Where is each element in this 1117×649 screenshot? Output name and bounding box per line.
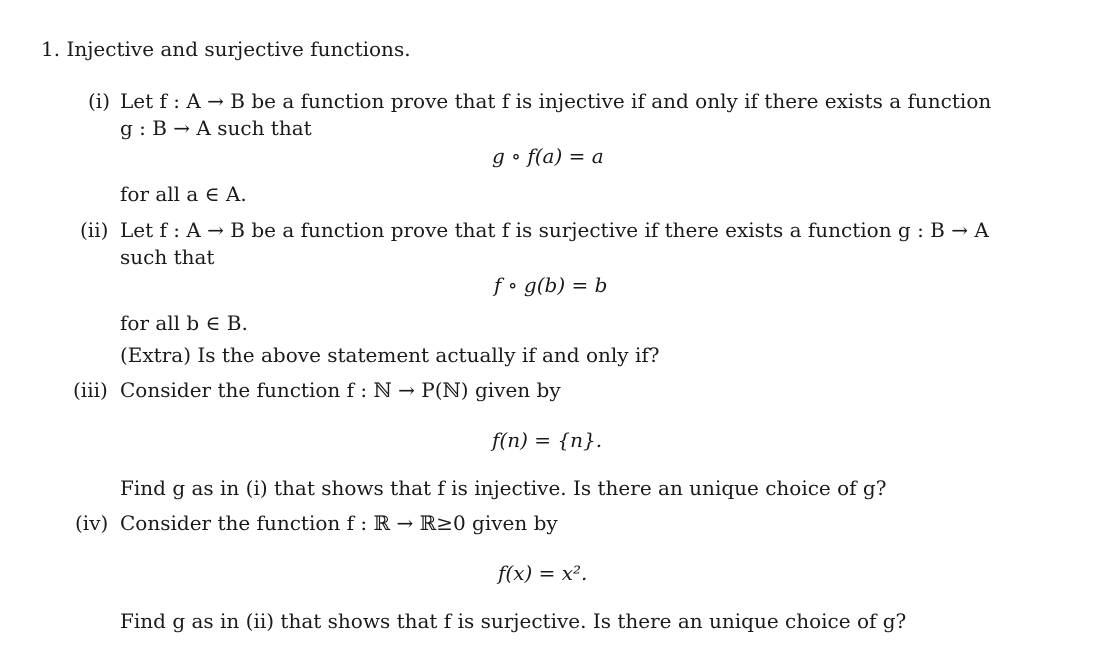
item-ii-extra: (Extra) Is the above statement actually if and only if?	[120, 343, 660, 367]
item-label-i: (i)	[88, 89, 111, 113]
item-i-equation: g ∘ f(a) = a	[492, 144, 604, 168]
item-ii-after: for all b ∈ B.	[120, 311, 248, 335]
item-ii-line-1: Let f : A → B be a function prove that f is surjective if there exists a function g : B → A	[120, 218, 989, 242]
item-label-iii: (iii)	[73, 378, 108, 402]
item-label-ii: (ii)	[80, 218, 109, 242]
problem-heading: 1. Injective and surjective functions.	[41, 37, 411, 61]
item-iii-equation: f(n) = {n}.	[492, 428, 603, 452]
item-ii-equation: f ∘ g(b) = b	[494, 273, 608, 297]
item-iii-line-1: Consider the function f : ℕ → P(ℕ) given by	[120, 378, 561, 402]
item-iv-question: Find g as in (ii) that shows that f is surjective. Is there an unique choice of g?	[120, 609, 907, 633]
item-label-iv: (iv)	[75, 511, 109, 535]
item-iv-line-1: Consider the function f : ℝ → ℝ≥0 given by	[120, 511, 558, 535]
item-iii-question: Find g as in (i) that shows that f is injective. Is there an unique choice of g?	[120, 476, 887, 500]
item-ii-line-2: such that	[120, 245, 215, 269]
item-i-after: for all a ∈ A.	[120, 182, 247, 206]
item-i-line-2: g : B → A such that	[120, 116, 312, 140]
item-iv-equation: f(x) = x².	[498, 561, 588, 585]
item-i-line-1: Let f : A → B be a function prove that f is injective if and only if there exists a function	[120, 89, 992, 113]
